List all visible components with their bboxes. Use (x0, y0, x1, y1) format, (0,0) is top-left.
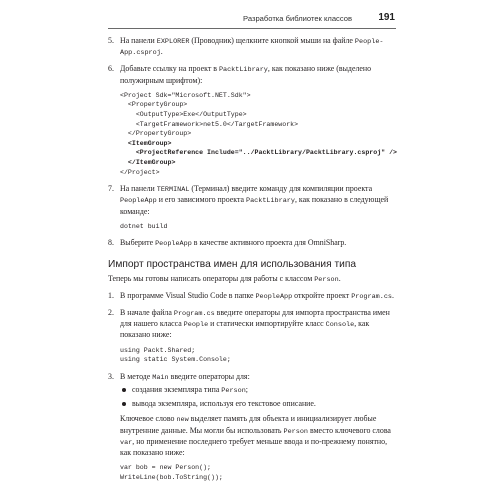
step-number: 2. (108, 307, 114, 317)
inline-code: Person (283, 427, 308, 436)
text-run: , как показано ниже (выделено полужирным шрифтом): (120, 64, 372, 85)
inline-code: PacktLibrary (246, 197, 295, 206)
step-item (108, 238, 396, 249)
text-run: , но применение последнего требует меньше ввода и по-прежнему понятно, как показано ниже: (120, 436, 388, 457)
code-line: <Project Sdk="Microsoft.NET.Sdk"> (120, 91, 251, 99)
text-run: создания экземпляра типа (132, 384, 222, 394)
text-run: На панели (120, 184, 157, 194)
step-text (120, 291, 396, 302)
code-line: <TargetFramework>net5.0</TargetFramework> (120, 120, 299, 128)
text-run: В программе Visual Studio Code в папке (120, 290, 256, 300)
inline-code: Main (152, 373, 169, 382)
text-run: В методе (120, 371, 153, 381)
code-block (120, 346, 396, 365)
step-text (120, 36, 396, 58)
text-run: вместо ключевого слова (308, 425, 391, 435)
inline-code: Person (314, 275, 339, 284)
code-line: var bob = new Person(); (120, 464, 212, 472)
step-number: 5. (108, 36, 114, 45)
running-title: Разработка библиотек классов (243, 14, 352, 23)
step-item (108, 372, 396, 483)
code-line: </ItemGroup> (120, 158, 176, 166)
inline-code: PacktLibrary (218, 66, 268, 75)
step-text (120, 308, 396, 341)
inline-code: PeopleApp (155, 240, 192, 249)
steps-list-a (108, 36, 396, 250)
step-number: 8. (108, 238, 114, 248)
step-text (120, 64, 396, 85)
inline-code: Program.cs (173, 309, 215, 318)
text-run: введите операторы для импорта пространства имен для нашего класса (120, 307, 390, 329)
step-item (108, 291, 396, 302)
inline-code: Person (221, 386, 246, 395)
inline-code: var (120, 438, 133, 447)
text-run: . (391, 290, 394, 300)
code-line: </Project> (120, 168, 160, 176)
text-run: и статически импортируйте класс (208, 319, 326, 329)
text-run: Выберите (120, 238, 156, 248)
step-text (120, 238, 396, 249)
step-text (120, 184, 396, 217)
code-block (120, 463, 396, 482)
inline-code: Console (325, 321, 355, 330)
text-run: и его зависимого проекта (156, 195, 246, 205)
inline-code: People-App.csproj (120, 38, 384, 58)
inline-code: new (176, 416, 189, 425)
inline-code: TERMINAL (156, 186, 190, 195)
code-line: WriteLine(bob.ToString()); (120, 473, 223, 481)
code-line: using static System.Console; (120, 356, 231, 364)
code-line: <ItemGroup> (120, 139, 172, 147)
bullet-list (120, 385, 396, 409)
code-line: using Packt.Shared; (120, 346, 196, 354)
text-run: Добавьте ссылку на проект в (120, 64, 219, 74)
step-item (108, 36, 396, 58)
text-run: . (338, 273, 341, 283)
text-run: (Терминал) введите команду для компиляции проекта (189, 184, 373, 194)
text-run: На панели (120, 36, 157, 45)
text-run: Ключевое слово (120, 414, 177, 424)
bullet-item (120, 399, 396, 409)
text-run: введите операторы для: (168, 371, 250, 381)
inline-code: People (183, 321, 209, 330)
section-intro (108, 274, 396, 285)
code-block (120, 222, 396, 232)
steps-list-b (108, 291, 396, 483)
code-line: <OutputType>Exe</OutputType> (120, 111, 247, 118)
step-number: 7. (108, 184, 114, 194)
code-line: </PropertyGroup> (120, 130, 192, 138)
step-paragraph (120, 414, 396, 458)
section-heading: Импорт пространства имен для использования типа (108, 258, 357, 270)
inline-code: Program.cs (351, 292, 392, 301)
step-number: 3. (108, 371, 114, 381)
text-run: (Проводник) щелкните кнопкой мыши на файле (189, 36, 355, 45)
inline-code: PeopleApp (255, 292, 293, 301)
text-run: , как показано ниже: (120, 319, 370, 340)
text-run: в качестве активного проекта для OmniSharp. (191, 238, 347, 248)
text-run: вывода экземпляра, используя его текстовое описание. (132, 399, 316, 409)
inline-code: PeopleApp (120, 197, 157, 206)
code-line: <ProjectReference Include="../PacktLibrary/PacktLibrary.csproj" /> (120, 149, 397, 157)
text-run: откройте проект (292, 290, 352, 300)
bullet-dot-icon (122, 402, 126, 406)
text-run: , как показано в следующей команде: (120, 195, 389, 216)
step-item (108, 184, 396, 231)
code-block (120, 91, 396, 177)
step-item (108, 308, 396, 365)
text-run: . (160, 47, 163, 57)
code-line: <PropertyGroup> (120, 101, 188, 109)
step-text (120, 372, 396, 383)
text-run: В начале файла (120, 307, 174, 317)
text-run: ; (245, 384, 248, 394)
page-number: 191 (378, 12, 395, 23)
bullet-dot-icon (122, 388, 126, 392)
inline-code: EXPLORER (156, 38, 190, 46)
bullet-item (120, 385, 396, 396)
page-body (108, 36, 396, 489)
step-number: 6. (108, 64, 114, 74)
code-line: dotnet build (120, 222, 168, 230)
page-header (108, 10, 396, 29)
text-run: Теперь мы готовы написать операторы для работы с классом (108, 273, 315, 283)
text-run: выделяет память для объекта и инициализирует любые внутренние данные. Мы могли бы использовать (120, 414, 377, 435)
step-item (108, 64, 396, 177)
step-number: 1. (108, 290, 114, 300)
